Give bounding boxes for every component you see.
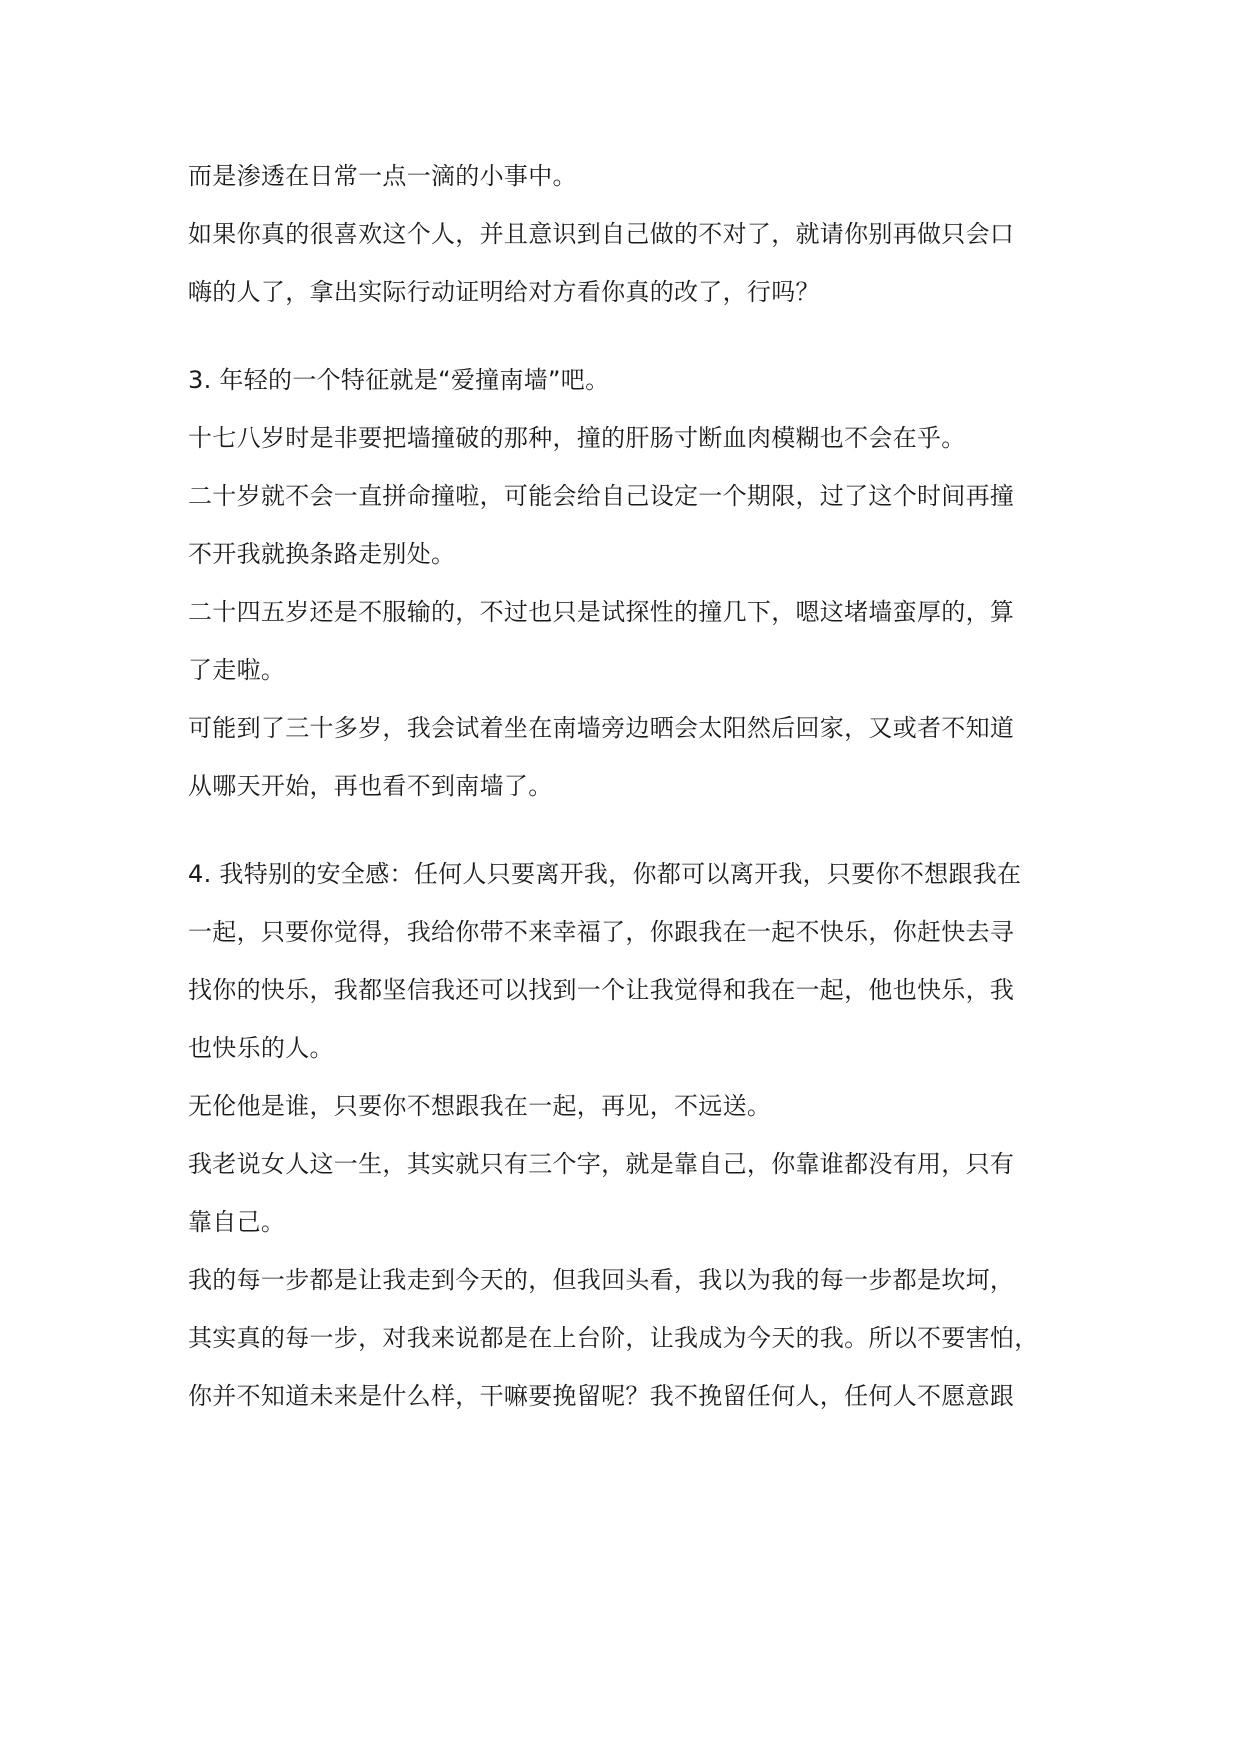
paragraph-line: 不开我就换条路走别处。 (188, 540, 456, 568)
section-heading-3: 3. 年轻的一个特征就是“爱撞南墙”吧。 (188, 366, 610, 394)
paragraph-line: 一起，只要你觉得，我给你带不来幸福了，你跟我在一起不快乐，你赶快去寻 (188, 918, 1015, 946)
paragraph-line: 了走啦。 (188, 656, 286, 684)
paragraph-line: 无伦他是谁，只要你不想跟我在一起，再见，不远送。 (188, 1092, 772, 1120)
paragraph-line: 其实真的每一步，对我来说都是在上台阶，让我成为今天的我。所以不要害怕， (188, 1324, 1039, 1352)
paragraph-line: 二十岁就不会一直拼命撞啦，可能会给自己设定一个期限，过了这个时间再撞 (188, 482, 1015, 510)
section-heading-4: 4. 我特别的安全感：任何人只要离开我，你都可以离开我，只要你不想跟我在 (188, 860, 1022, 888)
paragraph-line: 靠自己。 (188, 1208, 286, 1236)
paragraph-line: 从哪天开始，再也看不到南墙了。 (188, 772, 553, 800)
paragraph-line: 如果你真的很喜欢这个人，并且意识到自己做的不对了，就请你别再做只会口 (188, 220, 1015, 248)
paragraph-line: 二十四五岁还是不服输的，不过也只是试探性的撞几下，嗯这堵墙蛮厚的，算 (188, 598, 1015, 626)
paragraph-line: 可能到了三十多岁，我会试着坐在南墙旁边晒会太阳然后回家，又或者不知道 (188, 714, 1015, 742)
paragraph-line: 十七八岁时是非要把墙撞破的那种，撞的肝肠寸断血肉模糊也不会在乎。 (188, 424, 966, 452)
paragraph-line: 也快乐的人。 (188, 1034, 334, 1062)
paragraph-line: 嗨的人了，拿出实际行动证明给对方看你真的改了，行吗？ (188, 278, 820, 306)
paragraph-line: 而是渗透在日常一点一滴的小事中。 (188, 162, 577, 190)
paragraph-line: 我的每一步都是让我走到今天的，但我回头看，我以为我的每一步都是坎坷， (188, 1266, 1015, 1294)
paragraph-line: 你并不知道未来是什么样，干嘛要挽留呢？我不挽留任何人，任何人不愿意跟 (188, 1382, 1015, 1410)
paragraph-line: 我老说女人这一生，其实就只有三个字，就是靠自己，你靠谁都没有用，只有 (188, 1150, 1015, 1178)
paragraph-line: 找你的快乐，我都坚信我还可以找到一个让我觉得和我在一起，他也快乐，我 (188, 976, 1015, 1004)
